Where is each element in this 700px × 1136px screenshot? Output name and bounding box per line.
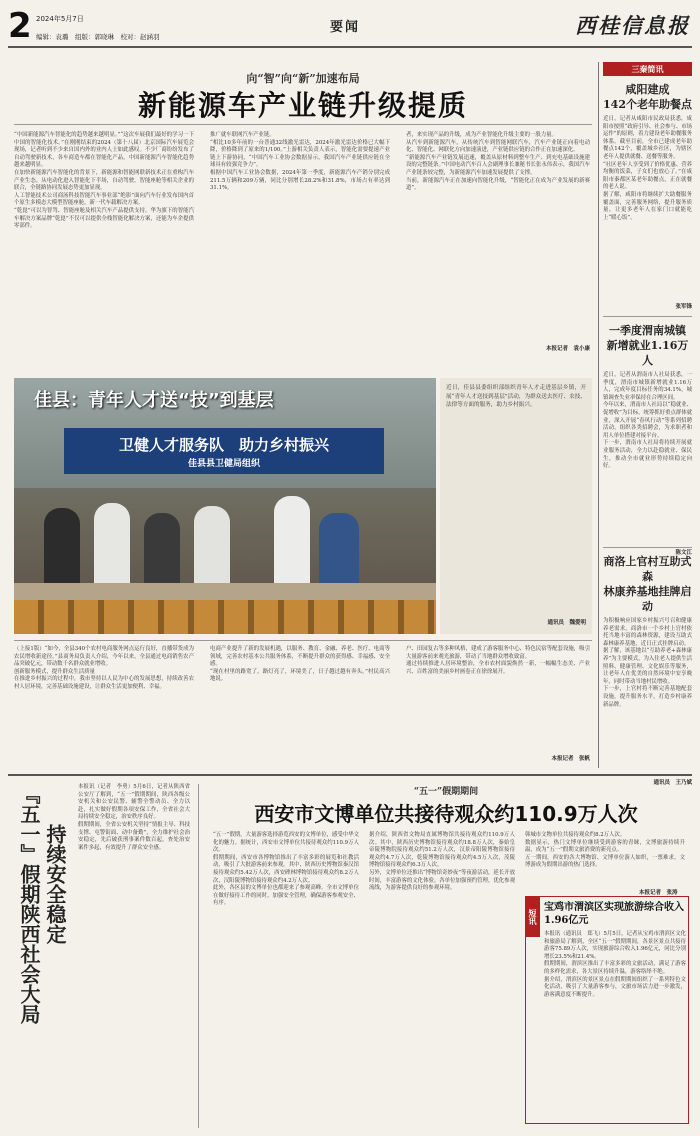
brief-item-2 — [603, 323, 693, 556]
brief-box-title: 宝鸡市渭滨区实现旅游综合收入1.96亿元 — [544, 902, 684, 926]
sidebar-header: 三秦简讯 — [603, 62, 692, 76]
lower-column-1: （上接1版）“如今，全县340个农村电商服务网点运行良好，直播带货成为农民增收新途径。”县商务局负责人介绍，今年以来，全县通过电商销售农产品突破亿元，带动数千名群众就业增收。 创新服务模式，提升群众生活质量 在推进乡村振兴的过程中，我市坚持以人民为中心的发展思想，持续改善农村人居环境，完善基础设施建设，让群众生活更加便利、幸福。 — [14, 646, 195, 690]
brief-title: 咸阳建成 142个老年助餐点 — [603, 83, 692, 111]
bottom-left-title — [14, 784, 74, 1124]
lower-column-2: 电商产业提升了新的发展机遇，以服务、教育、金融、养老、医疗、电商等领域，完善农村基本公共服务体系，不断提升群众的获得感、幸福感、安全感。 “现在村里的路宽了，路灯亮了，环境美了，日子越过越有奔头。”村民高兴地说。 — [210, 646, 390, 683]
lower-byline: 本报记者 张帆 — [551, 756, 590, 762]
bottom-byline: 本报记者 张涛 — [639, 890, 678, 896]
photo-credit: 通讯员 魏爱明 — [547, 620, 586, 626]
bottom-column-2: 据介绍，陕西省文物局直属博物馆共接待观众约110.9万人次。其中，陕西历史博物馆接待观众约18.8万人次，秦始皇帝陵博物院接待观众约51.2万人次，汉景帝阳陵博物馆接待观众约4.7万人次，乾陵博物馆接待观众约4.5万人次，茂陵博物馆接待观众约6.3万人次。 另外，文博单位还推出“博物馆奇妙夜”等夜游活动，延长开放时间，丰富游客的文化体验。各单位加强预约管理，优化参观流线，为游客提供良好的参观环境。 — [369, 832, 515, 892]
masthead-rule — [8, 46, 692, 48]
lead-title: 新能源车产业链升级提质 — [137, 89, 468, 122]
brief-box-tag: 短讯 — [526, 897, 540, 937]
lead-column-1: “中国新能源汽车智能化的趋势越来越明显。”“这次车展我们最好的学习一下中国的智能化技术。”在刚刚结束的2024（第十八届）北京国际汽车展览会现场，记者听到不少来自国内外的业内人士如此感叹。不少厂商纷纷发布了自动驾驶新技术，各车商造车都在智能化产品，中国新能源汽车智能化趋势越来越明显。 在加快新能源汽车智能化的背景下，新能源和智能网联新技术正在重构汽车产业生态。从电动化进入智能化下半场，自动驾驶、智能座舱等相关企业的联合，全链路协同发展态势更加显现。 人工智能技术公司商汤科技智能汽车事业部“绝影”面向汽车行业发布国内首个原生多模态大模型智能座舱，新一代车载解决方案。 “乾崑”可以为智驾、智能座舱及相关汽车产品提供支持。华为旗下的智能汽车解决方案品牌“乾崑”不仅可以提供全栈智能化解决方案，还能为车企提供零部件。 — [14, 132, 194, 230]
bottom-left-title-part1: 『五一』假期陕西社会大局 — [17, 784, 41, 1024]
feature-photo — [14, 378, 436, 634]
lead-article — [14, 62, 592, 362]
section-name: 要闻 — [330, 20, 361, 35]
photo-banner — [64, 428, 384, 474]
bottom-column-3: 韩城市文物单位共接待观众约8.2万人次。 数据显示，热门文博单位继续受到游客的青睐，文博旅游持续升温，成为“五一”假期文旅消费的新亮点。 五一期间，西安的各大博物馆、文博单位游人如织，一票难求，文博游成为假期出游的热门选择。 — [525, 832, 685, 869]
bottom-left-text: 本报讯（记者 李勇）5月6日，记者从陕西省公安厅了解到，“五一”假期期间，陕西各级公安机关和公安民警、辅警全警动员、全力以赴，扎实做好假期各项安保工作，全省社会大局持续安全稳定，治安秩序良好。 假期期间，全省公安机关坚持“情报主导、科技支撑、屯警街面、动中备勤”，全力维护社会治安稳定，先后破获刑事案件数百起，查处治安案件多起，有效提升了群众安全感。 — [78, 784, 190, 851]
paper-logo: 西桂信息报 — [575, 13, 690, 38]
photo-banner-subtext: 佳县县卫健局组织 — [187, 459, 260, 469]
lower-article — [14, 640, 592, 768]
page-number: 2 — [8, 6, 32, 46]
brief-title: 一季度渭南城镇 新增就业1.16万人 — [606, 324, 689, 367]
lead-byline: 本报记者 袁小康 — [545, 346, 590, 352]
brief-title: 商洛上官村互助式森 林康养基地挂牌启动 — [603, 555, 692, 613]
brief-byline: 张军锋 — [675, 304, 692, 310]
continued-marker: （上接1版） — [14, 646, 45, 652]
lead-column-3: 者，来实现产品的升级，成为产业智能化升级主要的一股力量。 从汽车到新能源汽车，从传统汽车到智能网联汽车，汽车产业链正向着电动化、智能化、网联化方向加速演进，产业链供应链的合作正在加速深化。 “新能源汽车产业链发展迅速，覆盖从原材料到整车生产、到充电基础设施建设的完整链条。”中国电动汽车百人会副理事长兼秘书长张永伟表示，我国汽车产业链条较完整，为新能源汽车加速发展提供了支撑。 当前，新能源汽车正在加速向智能化升级，“智能化正在成为产业发展的新赛道”。 — [406, 132, 590, 192]
brief-byline: 通讯员 王乃斌 — [653, 780, 692, 786]
brief-text: 近日，记者从渭南市人社局获悉，一季度，渭南市城镇新增就业1.16万人，完成年度目标任务的34.1%，城镇调查失业率保持在合理区间。 今年以来，渭南市人社局以“稳就业、促增收”为目标，统筹抓好重点群体就业，深入开展“春风行动”等系列招聘活动，组织各类招聘会，为求职者和用人单位搭建对接平台。 下一步，渭南市人社局将持续开展就业服务活动，全力以赴稳就业、保民生，推动全市就业形势持续稳定向好。 — [603, 372, 693, 470]
lead-column-2: 推广就车联网汽车产业链。 “相比10多年前的一台普通32线激光雷达，2024年激光雷达价格已大幅下降，价格降到了原来的1/100。”上游相关负责人表示，智能化需要提速产业链上下游协同，“中国汽车工业协会数据显示，我国汽车产业链供应链在全球具有较强竞争力”。 根据中国汽车工业协会数据，2024年第一季度，新能源汽车产销分别完成211.5万辆和209万辆，同比分别增长28.2%和31.8%，市场占有率达到31.1%。 — [210, 132, 390, 192]
bottom-column-1: “五一”假期，大量游客选择游览西安的文博单位，感受中华文化的魅力。据统计，西安市文博单位共接待观众约110.9万人次。 假期期间，西安市各博物馆推出了丰富多彩的展览和社教活动，吸引了大批游客前来参观。其中，陕西历史博物馆秦汉馆接待观众约5.42万人次，西安碑林博物馆接待观众约8.2万人次，汉阳陵博物馆接待观众约4.2万人次。 此外，各区县的文博单位也都迎来了参观高峰。全市文博单位在做好接待工作的同时，加强安全管理，确保游客参观安全、有序。 — [213, 832, 359, 907]
bottom-left-article — [14, 784, 192, 1128]
photo-banner-text: 卫健人才服务队 助力乡村振兴 — [118, 436, 329, 454]
photo-caption: 近日，佳县县委组织部组织青年人才走进基层乡镇，开展“青年人才送技到基层”活动，为群众送去医疗、农技、法律等方面的服务，助力乡村振兴。 — [446, 385, 586, 408]
sidebar — [598, 62, 693, 786]
lower-column-3: 户、田园复古等多种风格，建成了游客服务中心、特色民宿等配套设施，吸引大量游客前来观光旅游，带动了当地群众增收致富。 通过持续推进人居环境整治，全市农村面貌焕然一新，一幅幅生态美、产业兴、百姓富的美丽乡村画卷正在徐徐展开。 — [406, 646, 590, 675]
bottom-main-article — [198, 784, 692, 1128]
photo-title: 佳县：青年人才送“技”到基层 — [34, 390, 274, 411]
brief-box — [525, 896, 689, 1124]
brief-byline: 陈文江 — [675, 550, 692, 556]
photo-caption-box — [440, 378, 592, 634]
bottom-title: 西安市文博单位共接待观众约110.9万人次 — [254, 802, 638, 826]
brief-item-3 — [603, 554, 693, 786]
issue-date: 2024年5月7日 — [36, 15, 84, 23]
brief-text: 近日，记者从咸阳市民政局获悉，咸阳市按照“政府引导、社会参与、市场运作”的原则，着力建设老年助餐服务体系。截至目前，全市已建成老年助餐点142个，覆盖城乡社区，为辖区老年人提供就餐、送餐等服务。 “社区老年人享受到了价格优惠、营养均衡的饭菜，子女们也放心了。”在咸阳市秦都区某老年助餐点，正在就餐的老人说。 据了解，咸阳市将继续扩大助餐服务覆盖面，完善服务网络，提升服务质量，让更多老年人在家门口就能吃上“暖心饭”。 — [603, 116, 693, 221]
bottom-kicker: “五一”假期期间 — [413, 787, 479, 797]
masthead — [8, 8, 692, 52]
brief-item-1 — [603, 82, 692, 312]
lead-kicker: 向“智”向“新”加速布局 — [246, 72, 360, 85]
brief-text: 为积极响应国家乡村振兴号召和健康养老需求，商洛市一个乡村上官村依托当地丰富的森林资源，建设互助式森林康养基地，近日正式挂牌启动。 据了解，该基地以“互助养老+森林康养”为主要模式，为入住老人提供生活照料、健康管理、文化娱乐等服务，让老年人在优美的自然环境中安享晚年，同时带动当地村民增收。 下一步，上官村将不断完善基地配套设施，提升服务水平，打造乡村康养新品牌。 — [603, 618, 693, 708]
photo-chairs — [14, 600, 436, 634]
editor-line: 编辑：袁璐 组版：郭晓琳 校对：赵涵羽 — [36, 33, 160, 41]
section-divider — [8, 774, 692, 776]
bottom-left-title-part2: 持续安全稳定 — [43, 824, 67, 944]
brief-box-text: 本报讯（通讯员 郑飞）5月5日，记者从宝鸡市渭滨区文化和旅游局了解到，全区“五一”假期期间，各景区景点共接待游客75.89万人次，实现旅游综合收入1.96亿元，同比分别增长23.5%和21.4%。 假期期间，渭滨区推出了丰富多彩的文旅活动，满足了游客的多样化需求，各大景区持续升温，游客络绎不绝。 据介绍，渭滨区的景区景点在假期期间组织了一系列特色文化活动，吸引了大量游客参与，文旅市场活力进一步激发，游客满意度不断提升。 — [544, 931, 686, 998]
